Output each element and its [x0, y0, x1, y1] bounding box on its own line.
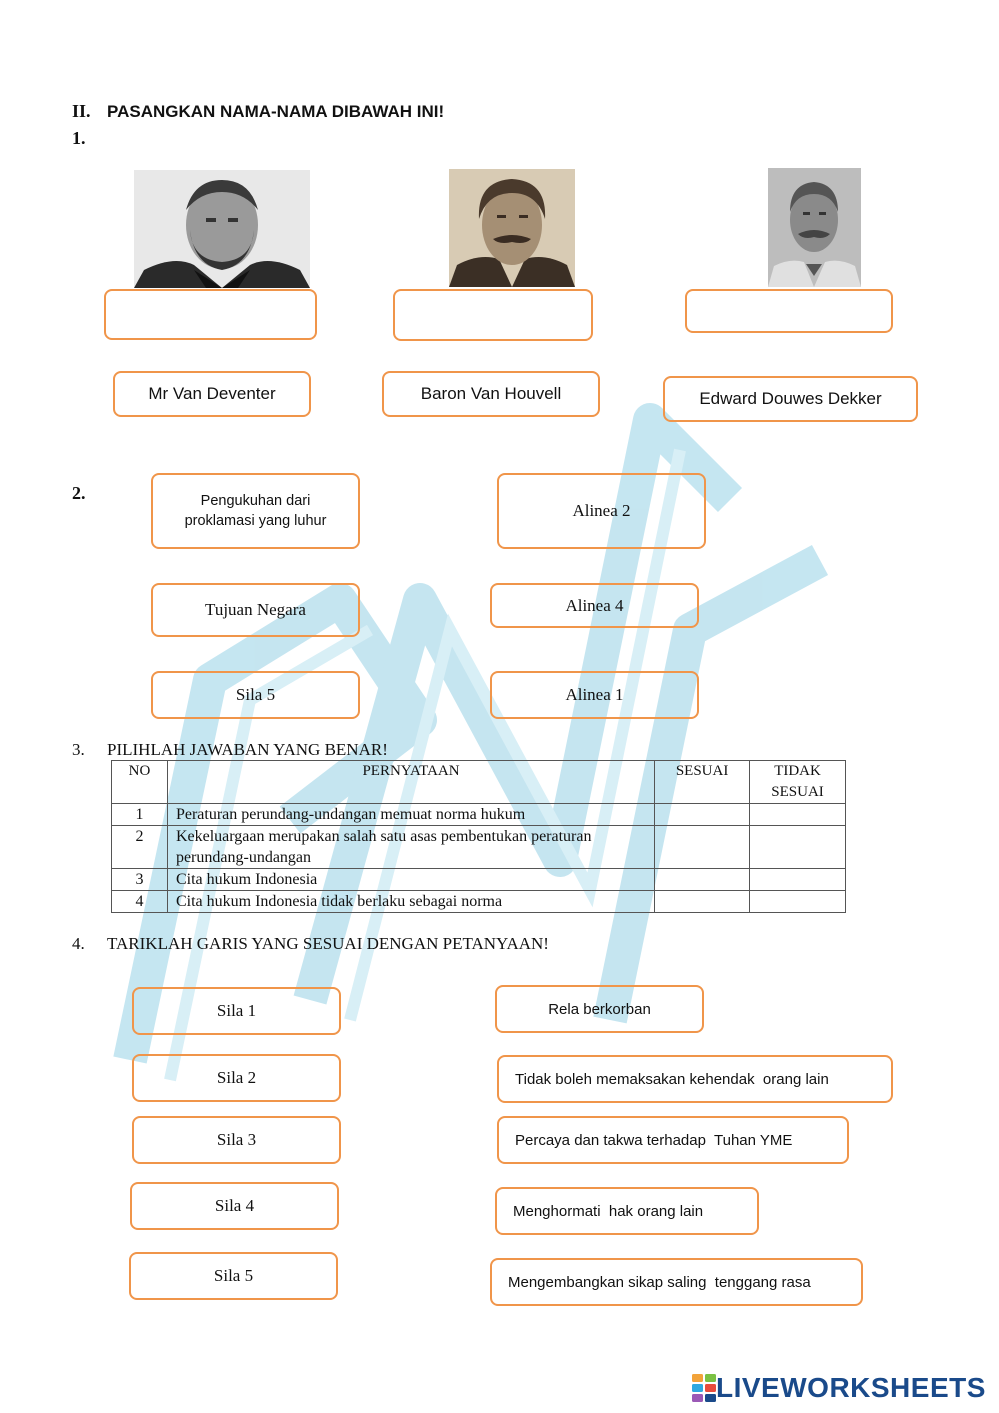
- q4-right-item-1[interactable]: Rela berkorban: [495, 985, 704, 1033]
- header-statement: PERNYATAAN: [167, 761, 654, 804]
- question-1-number: 1.: [72, 128, 86, 148]
- agree-cell[interactable]: [655, 804, 750, 826]
- q2-left-item-3[interactable]: Sila 5: [151, 671, 360, 719]
- q2-left-item-1[interactable]: Pengukuhan dari proklamasi yang luhur: [151, 473, 360, 549]
- table-row: [112, 804, 846, 826]
- disagree-cell[interactable]: [750, 869, 846, 891]
- q2-right-item-1[interactable]: Alinea 2: [497, 473, 706, 549]
- header-agree: SESUAI: [655, 761, 750, 804]
- section-numeral: II.: [72, 101, 91, 121]
- question-4-title: TARIKLAH GARIS YANG SESUAI DENGAN PETANYAAN!: [107, 934, 549, 953]
- name-option-3[interactable]: Edward Douwes Dekker: [663, 376, 918, 422]
- q2-right-item-3[interactable]: Alinea 1: [490, 671, 699, 719]
- q4-right-item-2[interactable]: Tidak boleh memaksakan kehendak orang lain: [497, 1055, 893, 1103]
- q4-right-item-3[interactable]: Percaya dan takwa terhadap Tuhan YME: [497, 1116, 849, 1164]
- liveworksheets-logo: [692, 1372, 986, 1404]
- q4-left-item-1[interactable]: Sila 1: [132, 987, 341, 1035]
- portrait-3-image: [768, 168, 861, 287]
- row-statement: Cita hukum Indonesia tidak berlaku sebagai norma: [167, 891, 654, 913]
- disagree-cell[interactable]: [750, 891, 846, 913]
- q4-left-item-2[interactable]: Sila 2: [132, 1054, 341, 1102]
- q4-left-item-5[interactable]: Sila 5: [129, 1252, 338, 1300]
- name-option-1[interactable]: Mr Van Deventer: [113, 371, 311, 417]
- agree-cell[interactable]: [655, 826, 750, 869]
- row-statement: Kekeluargaan merupakan salah satu asas pembentukan peraturan perundang-undangan: [167, 826, 654, 869]
- header-no: NO: [112, 761, 168, 804]
- agree-cell[interactable]: [655, 869, 750, 891]
- q4-left-item-3[interactable]: Sila 3: [132, 1116, 341, 1164]
- row-number: 2: [112, 826, 168, 869]
- row-statement: Peraturan perundang-undangan memuat norma hukum: [167, 804, 654, 826]
- question-4-number: 4.: [72, 934, 85, 953]
- header-disagree: TIDAK SESUAI: [750, 761, 846, 804]
- row-number: 1: [112, 804, 168, 826]
- q4-right-item-5[interactable]: Mengembangkan sikap saling tenggang rasa: [490, 1258, 863, 1306]
- row-number: 3: [112, 869, 168, 891]
- table-row: [112, 891, 846, 913]
- answer-box-3[interactable]: [685, 289, 893, 333]
- section-title: PASANGKAN NAMA-NAMA DIBAWAH INI!: [107, 102, 445, 121]
- row-number: 4: [112, 891, 168, 913]
- question-2-number: 2.: [72, 483, 86, 503]
- disagree-cell[interactable]: [750, 804, 846, 826]
- name-option-2[interactable]: Baron Van Houvell: [382, 371, 600, 417]
- answer-box-2[interactable]: [393, 289, 593, 341]
- question-3-number: 3.: [72, 740, 85, 759]
- q4-right-item-4[interactable]: Menghormati hak orang lain: [495, 1187, 759, 1235]
- row-statement: Cita hukum Indonesia: [167, 869, 654, 891]
- answer-box-1[interactable]: [104, 289, 317, 340]
- portrait-2-image: [449, 169, 575, 287]
- q2-left-item-2[interactable]: Tujuan Negara: [151, 583, 360, 637]
- portrait-1-image: [134, 170, 310, 288]
- liveworksheets-logo-icon: [692, 1374, 716, 1402]
- table-row: [112, 826, 846, 869]
- agree-cell[interactable]: [655, 891, 750, 913]
- table-header-row: [112, 761, 846, 804]
- q4-left-item-4[interactable]: Sila 4: [130, 1182, 339, 1230]
- disagree-cell[interactable]: [750, 826, 846, 869]
- brand-name: LIVEWORKSHEETS: [716, 1372, 986, 1403]
- statement-table: [111, 760, 846, 913]
- table-row: [112, 869, 846, 891]
- q2-right-item-2[interactable]: Alinea 4: [490, 583, 699, 628]
- question-3-title: PILIHLAH JAWABAN YANG BENAR!: [107, 740, 388, 759]
